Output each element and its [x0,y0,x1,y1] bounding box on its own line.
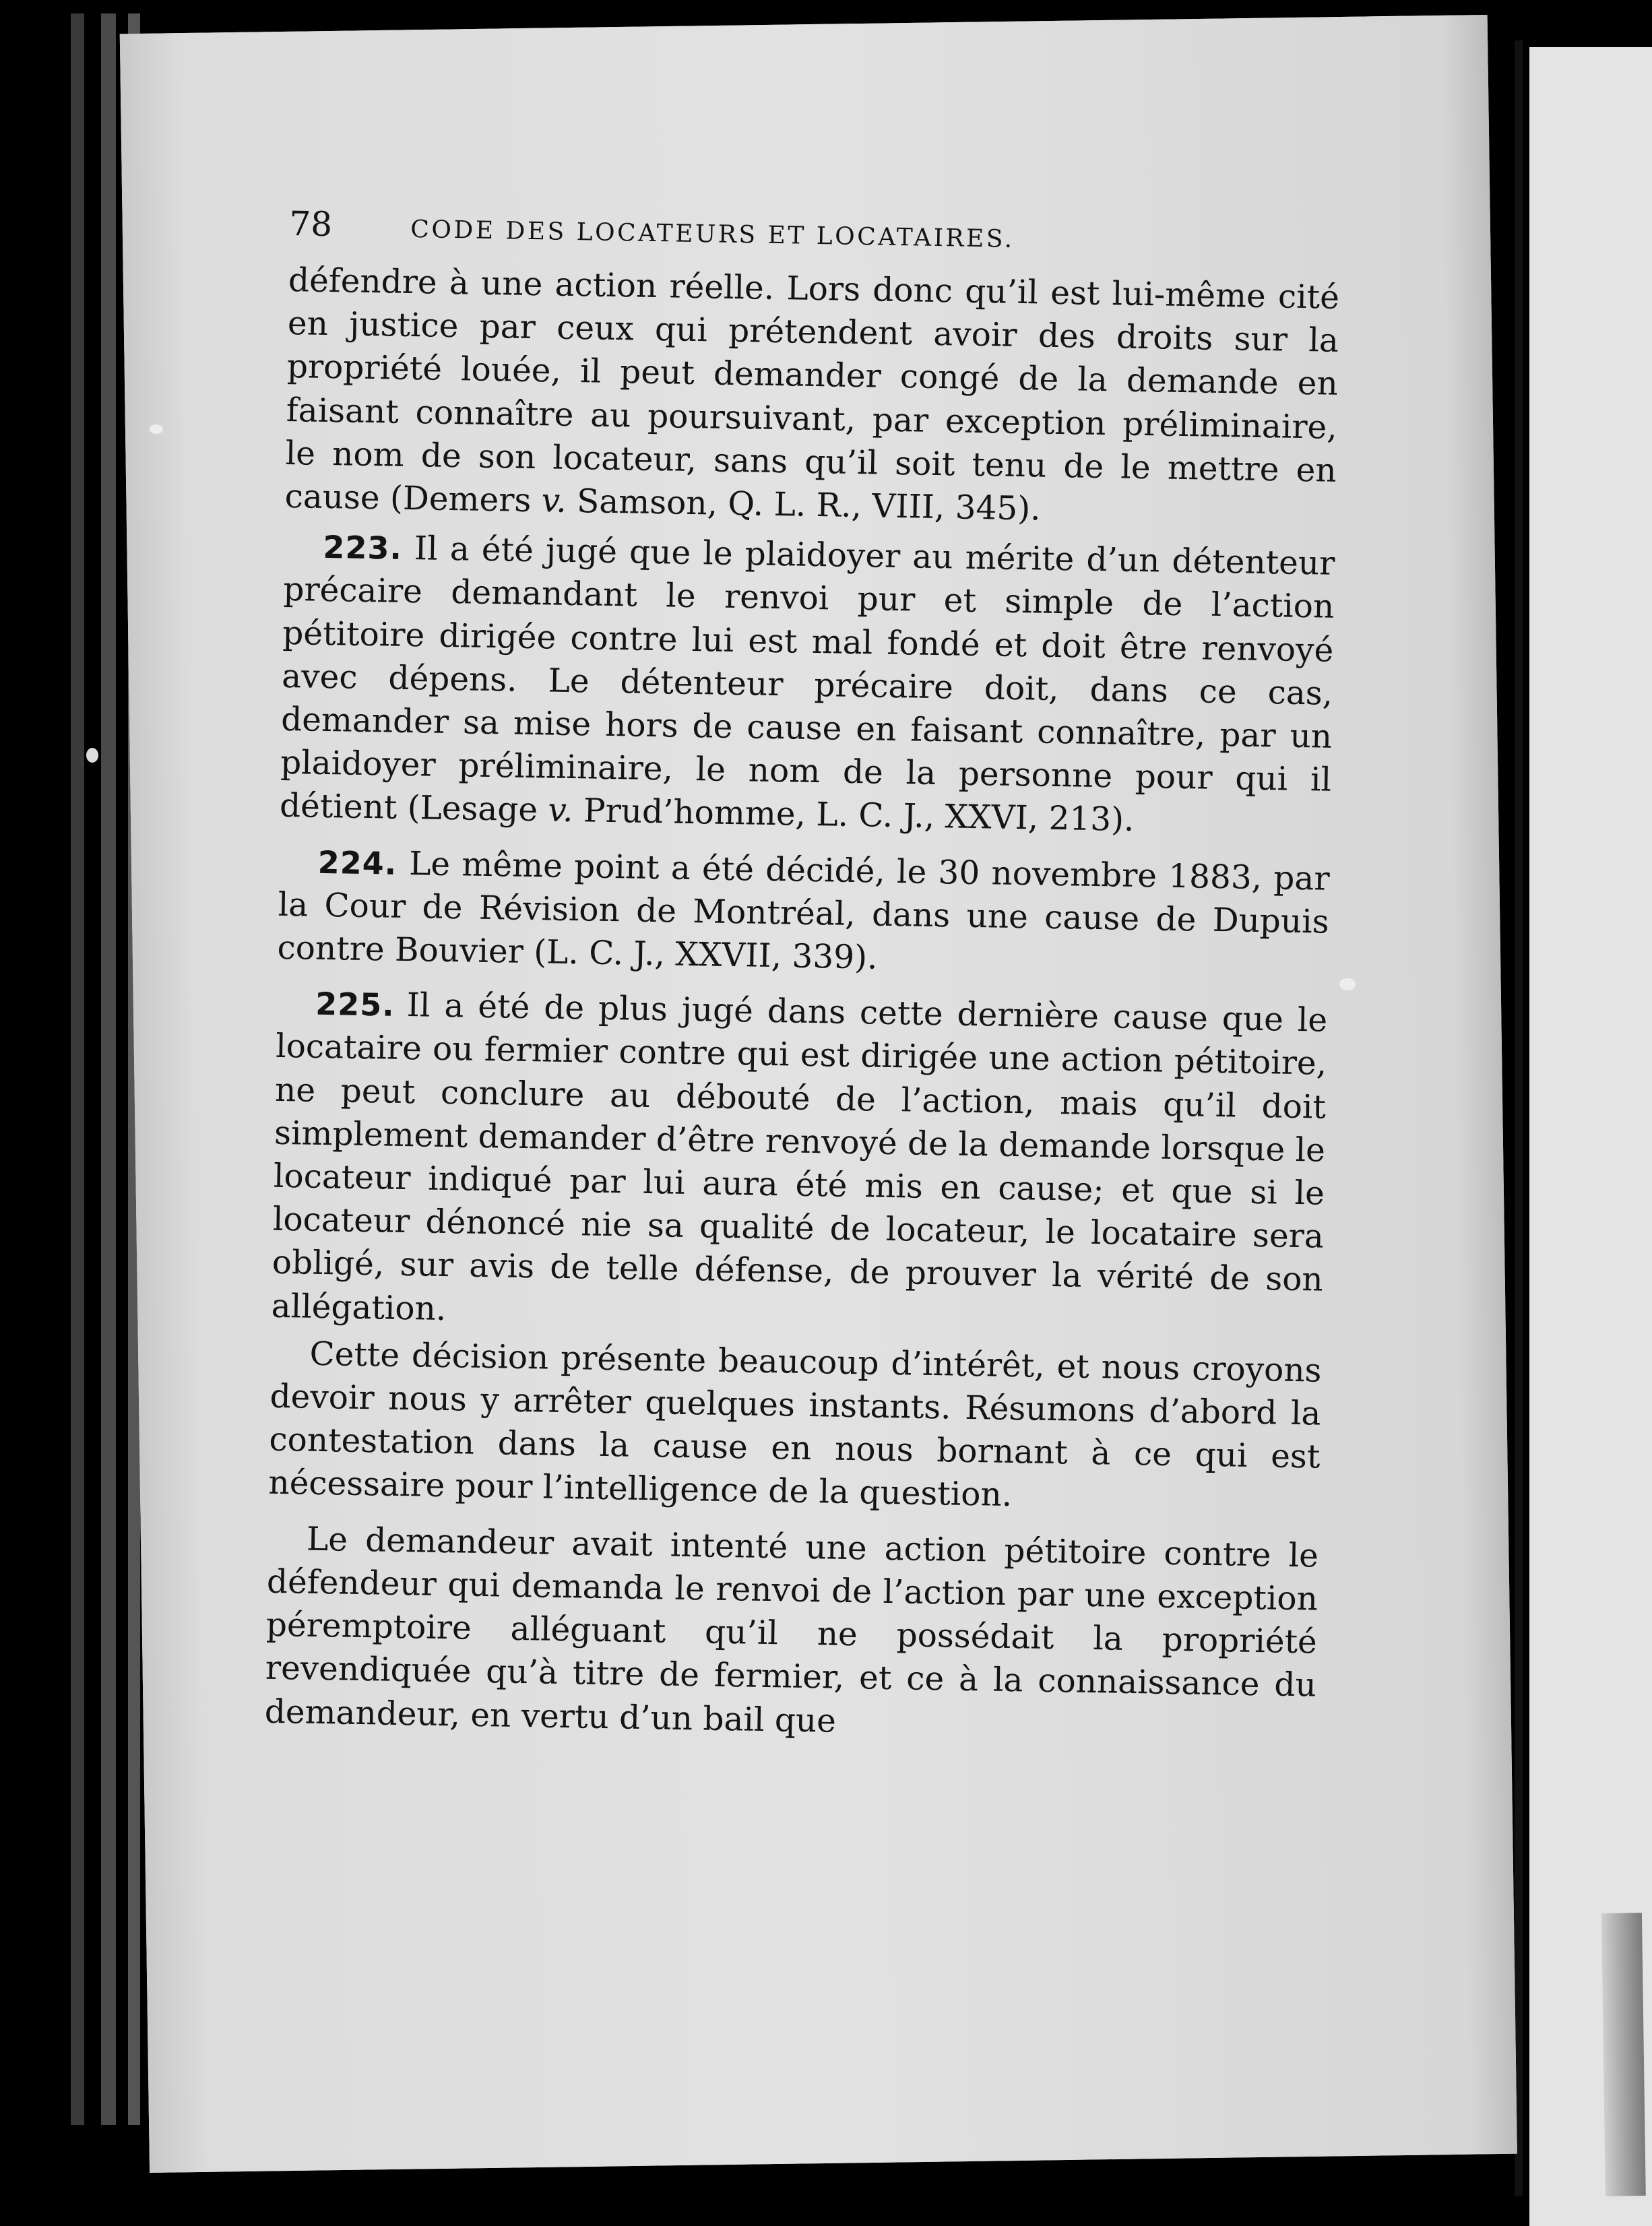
article-number: 224. [317,844,398,882]
paragraph-continued [284,259,1339,536]
article-224 [277,840,1330,987]
paragraph-text: Cette décision présente beaucoup d’intérêt, et nous croyons devoir nous y arrêter quelques instants. Résumons d’abord la contestation dans la cause en nous bornant à ce qui est nécessaire pour l’intelligence de la question. [268,1335,1322,1515]
article-number: 223. [323,529,403,567]
versus-abbrev: v. [541,482,567,520]
paragraph-cette-decision [268,1332,1322,1523]
article-223 [280,525,1335,845]
paragraph-le-demandeur [264,1517,1319,1750]
binding-edge [71,13,84,2125]
paragraph-text: Il a été de plus jugé dans cette dernière cause que le locataire ou fermier contre qui est dirigée une action pétitoire, ne peut conclure au débouté de l’action, mais qu’il doit simplement demander d’être renvoyé de la demande lorsque le locateur indiqué par lui aura été mis en cause; et que si le locateur dénoncé nie sa qualité de locateur, le locataire sera obligé, sur avis de telle défense, de prouver la vérité de son allégation. [271,986,1328,1328]
paragraph-text-end: Samson, Q. L. R., VIII, 345). [566,482,1042,528]
running-title: CODE DES LOCATEURS ET LOCATAIRES. [410,215,1015,253]
versus-abbrev: v. [548,791,574,830]
paper-speck [1339,978,1356,990]
article-225 [271,982,1327,1345]
page-corner-shadow [1601,1913,1646,2196]
paragraph-text: défendre à une action réelle. Lors donc qu’il est lui-même cité en justice par ceux qui prétendent avoir des droits sur la propriété louée, il peut demander congé de la demande en faisant connaître au poursuivant, par exception préliminaire, le nom de son locateur, sans qu’il soit tenu de le mettre en cause (Demers [284,261,1340,520]
article-number: 225. [315,986,395,1023]
paper-speck [86,748,98,763]
paragraph-text: Le même point a été décidé, le 30 novembre 1883, par la Cour de Révision de Montréal, dans une cause de Dupuis contre Bouvier (L. C. J., XXVII, 339). [277,844,1331,977]
page-number: 78 [288,203,333,245]
page-gutter-shadow [1515,40,1523,2196]
paragraph-text-end: Prud’homme, L. C. J., XXVI, 213). [573,792,1135,839]
paragraph-text: Il a été jugé que le plaidoyer au mérite d’un détenteur précaire demandant le renvoi pur et simple de l’action pétitoire dirigée contre lui est mal fondé et doit être renvoyé avec dépens. Le détenteur précaire doit, dans ce cas, demander sa mise hors de cause en faisant connaître, par un plaidoyer préliminaire, le nom de la personne pour qui il détient (Lesage [279,530,1335,829]
paper-speck [150,424,163,434]
paragraph-text: Le demandeur avait intenté une action pétitoire contre le défendeur qui demanda le renvoi de l’action par une exception péremptoire alléguant qu’il ne possédait la propriété revendiquée qu’à titre de fermier, et ce à la connaissance du demandeur, en vertu d’un bail que [264,1520,1319,1740]
page-text [264,202,1340,1750]
adjacent-page-edge [1529,47,1652,2226]
binding-edge [101,13,116,2125]
